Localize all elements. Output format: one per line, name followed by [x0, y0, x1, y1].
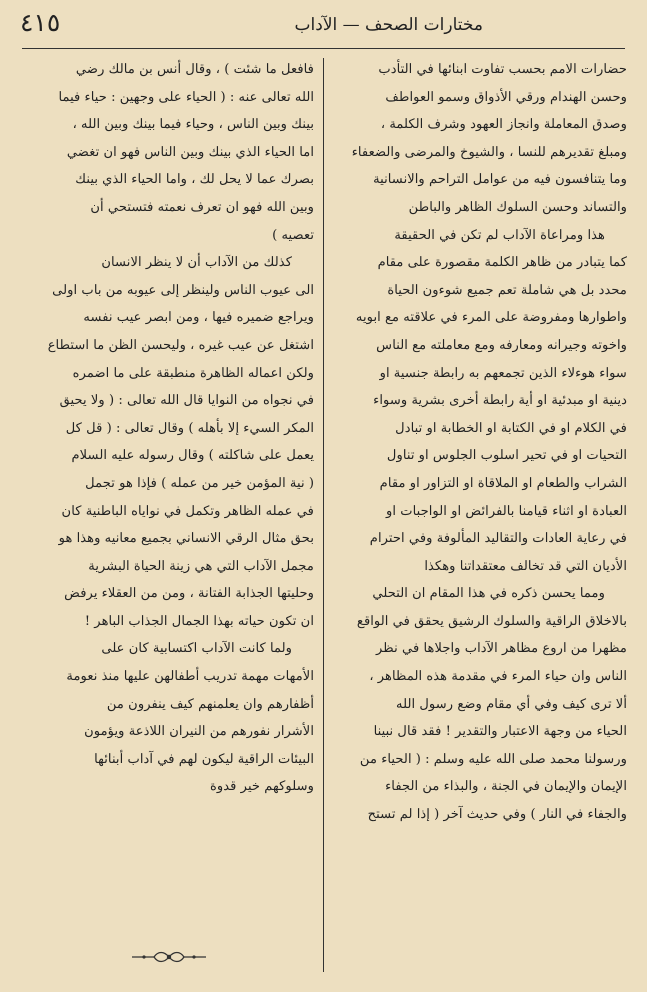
text-line: تعصيه ) [272, 227, 314, 243]
text-line: اما الحياء الذي بينك وبين الناس فهو ان تغضي [66, 144, 314, 160]
text-line: دينية او مبدئية او أية رابطة أخرى بشرية وسواء [373, 393, 627, 409]
text-line: بصرك عما لا يحل لك ، واما الحياء الذي بينك [75, 172, 314, 188]
text-line: الإيمان والإيمان في الجنة ، والبذاء من الجفاء [385, 779, 627, 795]
text-line: والتساند وحسن السلوك الظاهر والباطن [408, 199, 627, 215]
text-line: ويراجع ضميره فيها ، ومن ابصر عيب نفسه [83, 310, 314, 326]
text-line: ومبلغ تقديرهم للنسا ، والشيوخ والمرضى والضعفاء [351, 144, 627, 160]
text-line: ورسولنا محمد صلى الله عليه وسلم : ( الحياء من [359, 751, 627, 767]
page-header [14, 4, 633, 48]
left-text-column [18, 56, 314, 801]
text-line: محدد بل هي شاملة تعم جميع شوءون الحياة [387, 282, 627, 298]
text-line: وما يتنافسون فيه من عوامل التراحم والانسانية [373, 172, 627, 188]
text-line: والجفاء في النار ) وفي حديث آخر ( إذا لم تستح [367, 807, 627, 823]
text-line: في الكلام او في الكتابة او الخطابة او تبادل [395, 420, 627, 436]
text-line: كما يتبادر من ظاهر الكلمة مقصورة على مقام [377, 255, 627, 271]
column-divider [323, 58, 324, 972]
text-line: مجمل الآداب التي هي زينة الحياة البشرية [88, 558, 314, 574]
end-of-section-ornament [130, 948, 208, 966]
text-line: مظهرا من اروع مظاهر الآداب واجلاها في نظر [376, 641, 627, 657]
text-line: الأديان التي قد تخالف معتقداتنا وهكذا [424, 558, 627, 574]
text-line: اشتغل عن عيب غيره ، وليحسن الظن ما استطاع [47, 337, 314, 353]
text-line: الناس وان حياء المرء في مقدمة هذه المظاهر ، [369, 669, 627, 685]
text-line: ولما كانت الآداب اكتسابية كان على [101, 641, 292, 657]
text-line: سواء هوءلاء الذين تجمعهم به رابطة جنسية او [379, 365, 627, 381]
text-line: في رعاية العادات والتقاليد المألوفة وفي احترام [369, 531, 627, 547]
text-line: وبين الله فهو ان تعرف نعمته فتستحي أن [90, 199, 314, 215]
text-line: يعمل على شاكلته ) وقال رسوله عليه السلام [71, 448, 314, 464]
text-line: الأشرار نفورهم من النيران اللاذعة ويؤمون [84, 724, 314, 740]
text-line: في عمله الظاهر وتكمل في نواياه الباطنية كان [61, 503, 314, 519]
text-line: في نجواه من النوايا قال الله تعالى : ( ولا يحيق [59, 393, 314, 409]
text-line: التحيات او في تحير اسلوب الجلوس او تناول [386, 448, 627, 464]
text-line: وصدق المعاملة وانجاز العهود وشرف الكلمة ، [380, 117, 627, 133]
text-line: الى عيوب الناس ولينظر إلى عيوبه من باب اولى [52, 282, 314, 298]
text-line: وسلوكهم خير قدوة [209, 779, 314, 795]
text-line: العبادة او اثناء قيامنا بالفرائض او الواجبات او [385, 503, 627, 519]
text-line: الله تعالى عنه : ( الحياء على وجهين : حياء فيما [58, 89, 314, 105]
running-title: مختارات الصحف — الآداب [294, 15, 483, 35]
text-line: ان تكون حياته بهذا الجمال الجذاب الباهر ! [84, 613, 314, 629]
text-line: وحسن الهندام ورقي الأذواق وسمو العواطف [385, 89, 627, 105]
text-line: ومما يحسن ذكره في هذا المقام ان التحلي [372, 586, 605, 602]
text-line: الشراب والطعام او الملاقاة او التزاور او مقام [379, 475, 627, 491]
text-line: ألا ترى كيف وفي أي مقام وضع رسول الله [396, 696, 627, 712]
text-line: ( نية المؤمن خير من عمله ) فإذا هو تجمل [85, 475, 314, 491]
text-line: ولكن اعماله الظاهرة منطبقة على ما اضمره [72, 365, 314, 381]
text-line: واخوته وجيرانه ومعارفه ومع معاملته مع الناس [376, 337, 627, 353]
text-line: واطوارها ومفروضة على المرء في علاقته مع ابويه [355, 310, 627, 326]
text-line: كذلك من الآداب أن لا ينظر الانسان [101, 255, 292, 271]
text-line: الحياء من وجهة الاعتبار والتقدير ! فقد قال نبينا [373, 724, 627, 740]
text-line: حضارات الامم بحسب تفاوت ابنائها في التأدب [378, 62, 627, 77]
header-rule [22, 48, 625, 49]
text-line: بالاخلاق الراقية والسلوك الرشيق يحقق في الواقع [356, 613, 627, 629]
text-line: الأمهات مهمة تدريب أطفالهن عليها منذ نعومة [66, 669, 314, 685]
text-line: بحق مثال الرقي الانساني بجميع معانيه وهذا هو [58, 531, 314, 547]
text-line: أظفارهم وان يعلمنهم كيف ينفرون من [106, 696, 314, 712]
right-text-column [331, 56, 627, 829]
text-line: بينك وبين الناس ، وحياء فيما بينك وبين الله ، [72, 117, 314, 133]
text-line: هذا ومراعاة الآداب لم تكن في الحقيقة [394, 227, 605, 243]
text-line: المكر السيء إلا بأهله ) وقال تعالى : ( قل كل [65, 420, 314, 436]
text-line: فافعل ما شئت ) ، وقال أنس بن مالك رضي [75, 62, 314, 77]
page-number: ٤١٥ [20, 8, 61, 37]
text-line: وحليتها الجذابة الفتانة ، ومن من العقلاء يرفض [64, 586, 314, 602]
text-line: البيئات الراقية ليكون لهم في آداب أبنائها [94, 751, 314, 767]
